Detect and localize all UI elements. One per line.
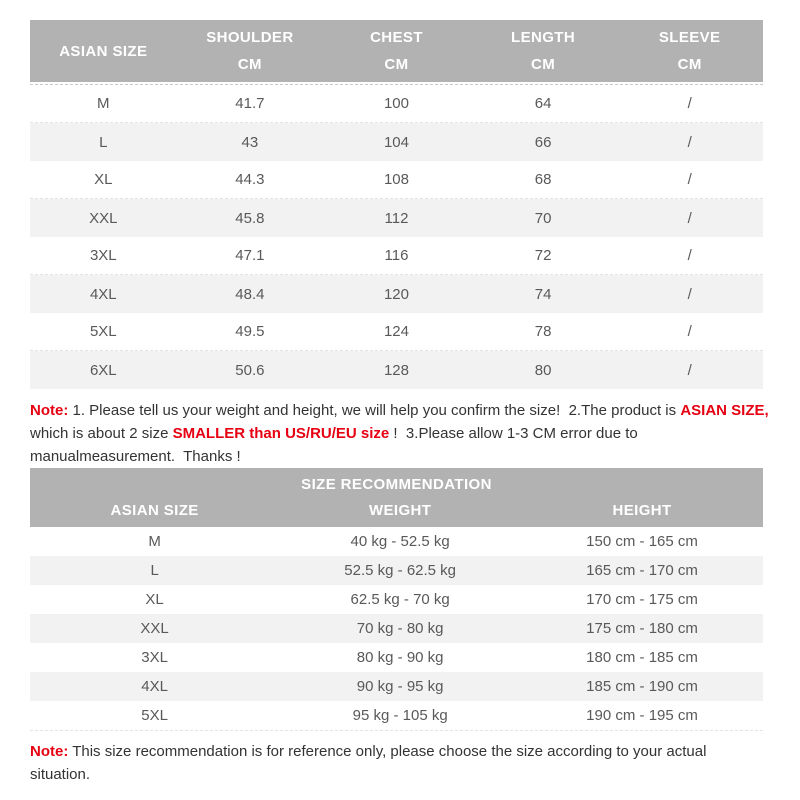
measurement-row [30,85,763,123]
table-cell: 47.1 [235,247,265,264]
table-cell: 80 kg - 90 kg [356,649,444,666]
header-cell-weight: WEIGHT [368,501,432,519]
table-cell: 62.5 kg - 70 kg [350,591,450,608]
table-cell: / [687,361,692,379]
column-unit: CM [237,55,262,73]
table-cell: 150 cm - 165 cm [586,533,698,550]
table-cell: 43 [241,133,259,151]
note-highlight-text: Note: [30,402,69,419]
table-cell: 70 kg - 80 kg [356,620,444,637]
column-label: CHEST [370,29,423,47]
table-cell: 49.5 [235,323,265,340]
table-cell: 124 [383,323,409,340]
measurement-table-header [30,20,763,82]
header-cell-shoulder [177,20,324,82]
recommendation-row [30,527,763,556]
table-cell: 45.8 [235,209,265,227]
header-cell-asian-size [30,20,177,82]
recommendation-row [30,556,763,585]
table-cell: 100 [383,95,409,112]
table-cell: 64 [534,95,552,112]
column-label: SHOULDER [206,29,294,47]
recommendation-table-title: SIZE RECOMMENDATION [301,476,492,494]
table-cell: / [687,323,692,340]
note-highlight-text: SMALLER than US/RU/EU size [172,425,390,442]
table-cell: 128 [383,361,409,379]
table-cell: / [687,171,692,188]
table-cell: 66 [534,133,552,151]
note-text: 1. Please tell us your weight and height, we will help you confirm the size! 2.The product is [68,402,681,419]
header-cell-sleeve [616,20,763,82]
asian-size-note [30,399,774,468]
header-cell-asian-size: ASIAN SIZE [110,501,199,519]
table-cell: 4XL [89,285,117,303]
table-cell: 104 [383,133,409,151]
table-cell: 180 cm - 185 cm [586,649,698,666]
table-cell: / [687,209,692,227]
table-cell: 4XL [141,678,168,695]
column-label: LENGTH [511,29,576,47]
table-cell: 116 [384,247,409,264]
column-unit: CM [531,55,556,73]
table-cell: XXL [140,620,169,637]
table-cell: L [150,562,159,579]
note-text: which is about 2 size [30,402,773,442]
table-cell: M [97,95,110,112]
table-cell: 72 [534,247,552,264]
table-cell: 95 kg - 105 kg [352,707,448,724]
header-cell-chest [323,20,470,82]
measurement-row [30,237,763,275]
recommendation-row [30,701,763,730]
table-cell: XL [94,171,113,188]
recommendation-row [30,585,763,614]
table-cell: 68 [534,171,552,188]
measurement-row [30,161,763,199]
table-cell: M [148,533,161,550]
recommendation-table-body [30,527,763,731]
table-cell: 190 cm - 195 cm [586,707,698,724]
table-cell: 112 [384,209,409,227]
table-cell: 3XL [141,649,168,666]
reference-note [30,740,730,786]
table-cell: L [99,133,108,151]
table-cell: 44.3 [235,171,265,188]
recommendation-table-columns [30,502,763,519]
table-cell: 3XL [89,247,117,264]
table-cell: 74 [534,285,552,303]
note-highlight-text: ASIAN SIZE, [680,402,769,419]
measurement-table [30,20,763,389]
table-cell: 41.7 [235,95,265,112]
table-cell: 185 cm - 190 cm [586,678,698,695]
table-cell: 5XL [89,323,117,340]
table-cell: 70 [534,209,552,227]
recommendation-row [30,643,763,672]
recommendation-table [30,468,763,731]
recommendation-row [30,672,763,701]
column-label: ASIAN SIZE [59,42,148,60]
recommendation-row [30,614,763,643]
table-cell: 48.4 [235,285,265,303]
measurement-row [30,123,763,161]
measurement-table-body [30,84,763,389]
table-cell: XL [145,591,164,608]
measurement-row [30,275,763,313]
table-cell: 50.6 [235,361,265,379]
table-cell: 40 kg - 52.5 kg [350,533,450,550]
table-cell: / [687,285,692,303]
column-unit: CM [677,55,702,73]
table-cell: / [687,133,692,151]
table-cell: / [687,247,692,264]
table-cell: 5XL [141,707,168,724]
recommendation-table-header [30,468,763,527]
note-text: ! 3.Please allow 1-3 CM error due to manualmeasurement. Thanks ! [30,425,642,465]
table-cell: / [687,95,692,112]
note-text: This size recommendation is for reference only, please choose the size according to your actual situation. [30,743,711,783]
measurement-row [30,313,763,351]
table-cell: 170 cm - 175 cm [586,591,698,608]
table-cell: 90 kg - 95 kg [356,678,444,695]
table-cell: 108 [383,171,409,188]
table-cell: 78 [534,323,552,340]
note-highlight-text: Note: [30,743,69,760]
measurement-row [30,351,763,389]
table-cell: 52.5 kg - 62.5 kg [344,562,457,579]
column-unit: CM [384,55,409,73]
header-cell-height: HEIGHT [612,501,672,519]
table-cell: XXL [89,209,118,227]
header-cell-length [470,20,617,82]
table-cell: 120 [383,285,409,303]
table-cell: 80 [534,361,552,379]
column-label: SLEEVE [658,29,721,47]
table-cell: 6XL [89,361,117,379]
table-cell: 175 cm - 180 cm [586,620,698,637]
measurement-row [30,199,763,237]
table-cell: 165 cm - 170 cm [586,562,698,579]
